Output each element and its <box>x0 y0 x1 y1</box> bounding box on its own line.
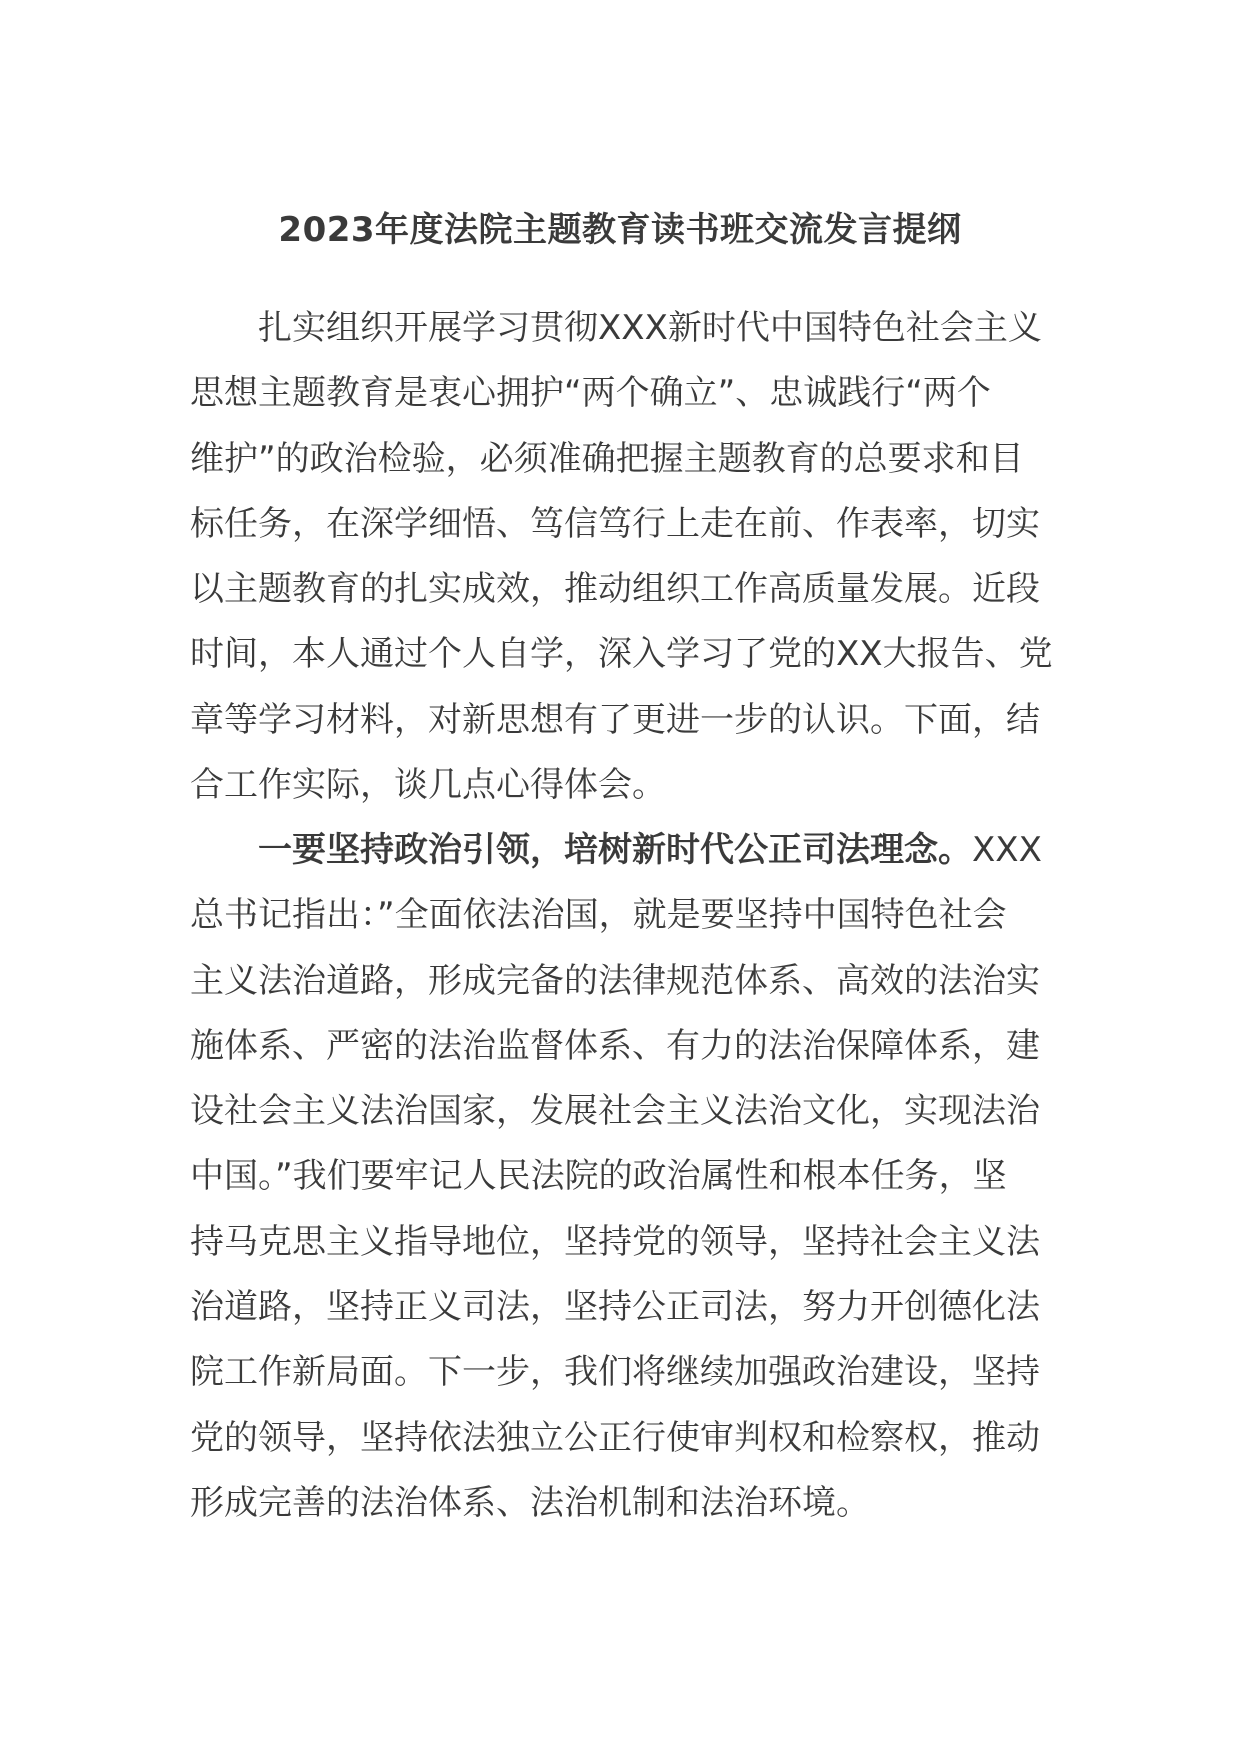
paragraph-line: 以主题教育的扎实成效，推动组织工作高质量发展。近段 <box>190 569 1040 610</box>
paragraph-intro <box>190 296 1060 818</box>
paragraph-line: 扎实组织开展学习贯彻XXX新时代中国特色社会主义 <box>258 308 1042 348</box>
paragraph-line: 中国。”我们要牢记人民法院的政治属性和根本任务，坚 <box>190 1156 1007 1197</box>
paragraph-point-one <box>190 818 1060 1536</box>
document-title: 2023年度法院主题教育读书班交流发言提纲 <box>278 210 962 250</box>
paragraph-line: 持马克思主义指导地位，坚持党的领导，坚持社会主义法 <box>190 1221 1040 1262</box>
paragraph-line: 设社会主义法治国家，发展社会主义法治文化，实现法治 <box>190 1091 1040 1132</box>
paragraph-line: 施体系、严密的法治监督体系、有力的法治保障体系，建 <box>190 1025 1040 1066</box>
paragraph-line: 维护”的政治检验，必须准确把握主题教育的总要求和目 <box>190 438 1024 479</box>
paragraph-line: 思想主题教育是衷心拥护“两个确立”、忠诚践行“两个 <box>190 373 991 414</box>
paragraph-lead-heading: 一要坚持政治引领，培树新时代公正司法理念。 <box>258 830 972 870</box>
paragraph-first-line-rest: XXX <box>972 830 1042 870</box>
paragraph-line: 合工作实际，谈几点心得体会。 <box>190 765 666 806</box>
paragraph-line: 主义法治道路，形成完备的法律规范体系、高效的法治实 <box>190 960 1040 1001</box>
paragraph-line: 形成完善的法治体系、法治机制和法治环境。 <box>190 1482 870 1523</box>
paragraph-line: 治道路，坚持正义司法，坚持公正司法，努力开创德化法 <box>190 1287 1040 1328</box>
paragraph-line: 章等学习材料，对新思想有了更进一步的认识。下面，结 <box>190 699 1040 740</box>
paragraph-line: 总书记指出：”全面依法治国，就是要坚持中国特色社会 <box>190 895 1007 936</box>
paragraph-line: 标任务，在深学细悟、笃信笃行上走在前、作表率，切实 <box>190 503 1040 544</box>
paragraph-line: 院工作新局面。下一步，我们将继续加强政治建设，坚持 <box>190 1352 1040 1393</box>
paragraph-line: 时间，本人通过个人自学，深入学习了党的XX大报告、党 <box>190 634 1053 675</box>
paragraph-first-line <box>190 818 1060 883</box>
paragraph-line: 党的领导，坚持依法独立公正行使审判权和检察权，推动 <box>190 1417 1040 1458</box>
